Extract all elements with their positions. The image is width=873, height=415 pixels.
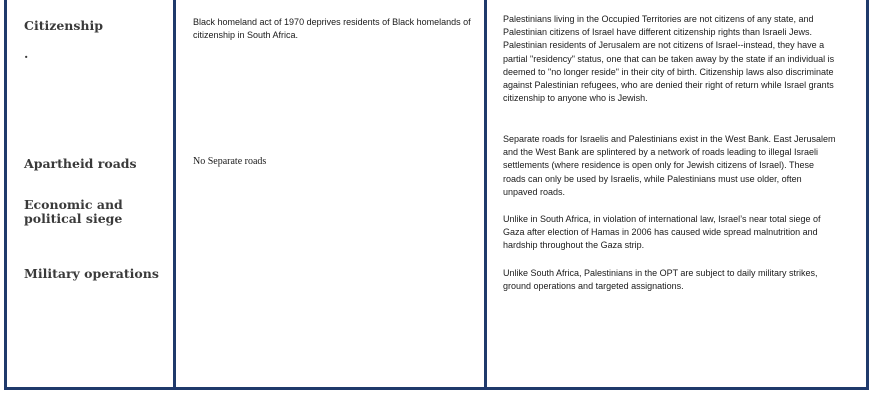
sa-roads-text: No Separate roads [193,156,267,167]
label-citizenship: Citizenship [24,18,103,33]
label-military-operations: Military operations [24,266,159,281]
israel-column [484,0,866,387]
il-citizenship-text: Palestinians living in the Occupied Territories are not citizens of any state, and Palestinian citizens of Israel have different citizenship rights than Israeli Jews. Palestinian residents of Jerusalem are not citizens of Israel--instead, they have a partial "residency" status, one that can be taken away by the state if an individual is deemed to "no longer reside" in their city of birth. Citizenship laws also discriminate against Palestinian refugees, who are denied their right of return while Israel grants citizenship to anyone who is Jewish. [503,14,835,104]
category-column [7,0,173,387]
comparison-table [4,0,869,390]
label-apartheid-roads: Apartheid roads [24,156,137,171]
il-military-text: Unlike South Africa, Palestinians in the OPT are subject to daily military strikes, ground operations and targeted assignations. [503,268,818,292]
label-economic-siege: Economic and political siege [24,197,123,226]
sa-citizenship-text: Black homeland act of 1970 deprives residents of Black homelands of citizenship in South Africa. [193,17,471,41]
il-siege-text: Unlike in South Africa, in violation of international law, Israel’s near total siege of Gaza after election of Hamas in 2006 has caused wide spread malnutrition and hardship throughout the Gaza strip. [503,214,821,251]
label-marker: . [24,46,29,61]
south-africa-column [173,0,484,387]
il-roads-text: Separate roads for Israelis and Palestinians exist in the West Bank. East Jerusalem and the West Bank are splintered by a network of roads leading to illegal Israeli settlements (where residence is open only for Jewish citizens of Israel). These roads can only be used by Israelis, while Palestinians must use older, often unpaved roads. [503,134,836,197]
